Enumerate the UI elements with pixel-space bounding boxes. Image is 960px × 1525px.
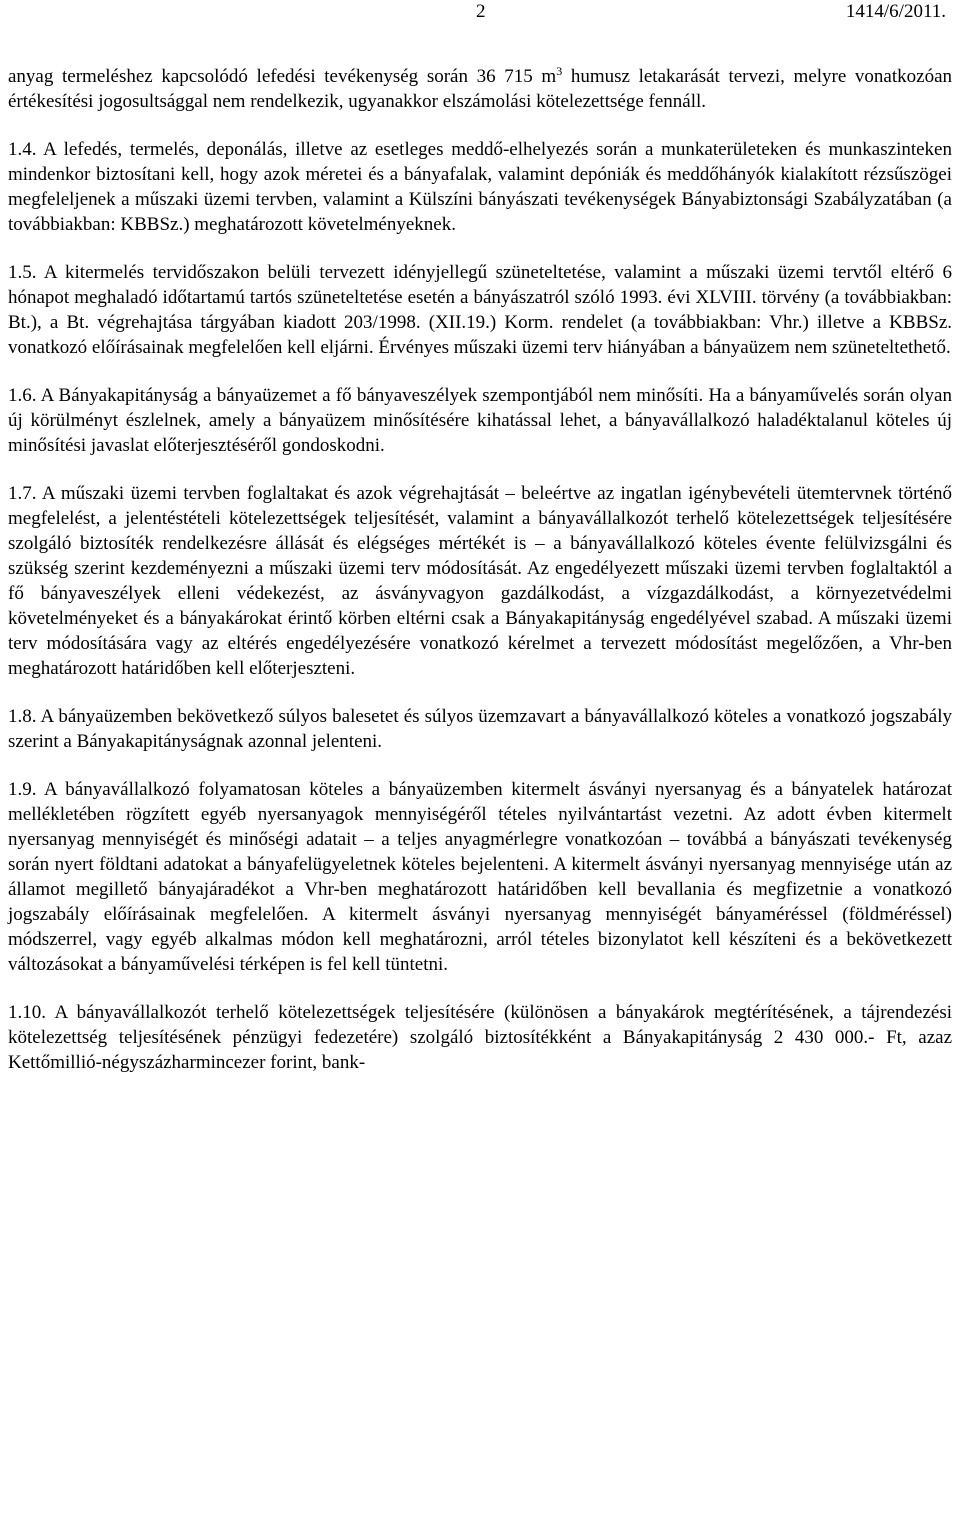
paragraph-1-8: 1.8. A bányaüzemben bekövetkező súlyos balesetet és súlyos üzemzavart a bányavállalkozó köteles a vonatkozó jogszabály szerint a Bányakapitányságnak azonnal jelenteni. bbox=[8, 706, 952, 752]
paragraph-1-5: 1.5. A kitermelés tervidőszakon belüli tervezett idényjellegű szüneteltetése, valamint a műszaki üzemi tervtől eltérő 6 hónapot meghaladó időtartamú tartós szüneteltetése esetén a bányászatról szóló 1993. évi XLVIII. törvény (a továbbiakban: Bt.), a Bt. végrehajtása tárgyában kiadott 203/1998. (XII.19.) Korm. rendelet (a továbbiakban: Vhr.) illetve a KBBSz. vonatkozó előírásainak megfelelően kell eljárni. Érvényes műszaki üzemi terv hiányában a bányaüzem nem szüneteltethető. bbox=[8, 262, 952, 358]
intro-paragraph bbox=[8, 64, 952, 114]
page-header bbox=[0, 0, 960, 24]
superscript: 3 bbox=[556, 64, 563, 78]
page-number: 2 bbox=[476, 1, 486, 22]
document-body bbox=[8, 64, 952, 1075]
paragraph-1-7: 1.7. A műszaki üzemi tervben foglaltakat és azok végrehajtását – beleértve az ingatlan igénybevételi ütemtervnek történő megfelelést, a jelentéstételi kötelezettségek teljesítését, valamint a bányavállalkozót terhelő kötelezettségek teljesítésére szolgáló biztosíték rendelkezésre állását és elégséges mértékét is – a bányavállalkozó köteles évente felülvizsgálni és szükség szerint kezdeményezni a műszaki üzemi terv módosítását. Az engedélyezett műszaki üzemi tervben foglaltaktól a fő bányaveszélyek elleni védekezést, az ásványvagyon gazdálkodást, a vízgazdálkodást, a környezetvédelmi követelményeket és a bányakárokat érintő körben eltérni csak a Bányakapitányság engedélyével szabad. A műszaki üzemi terv módosítására vagy az eltérés engedélyezésére vonatkozó kérelmet a tervezett módosítást megelőzően, a Vhr-ben meghatározott határidőben kell előterjeszteni. bbox=[8, 483, 952, 679]
paragraph-1-4: 1.4. A lefedés, termelés, deponálás, illetve az esetleges meddő-elhelyezés során a munkaterületeken és munkaszinteken mindenkor biztosítani kell, hogy azok méretei és a bányafalak, valamint depóniák és meddőhányók kialakított rézsűszögei megfeleljenek a műszaki üzemi tervben, valamint a Külszíni bányászati tevékenységek Bányabiztonsági Szabályzatában (a továbbiakban: KBBSz.) meghatározott követelményeknek. bbox=[8, 139, 952, 235]
paragraph-1-10: 1.10. A bányavállalkozót terhelő kötelezettségek teljesítésére (különösen a bányakárok megtérítésének, a tájrendezési kötelezettség teljesítésének pénzügyi fedezetére) szolgáló biztosítékként a Bányakapitányság 2 430 000.- Ft, azaz Kettőmillió-négyszázharmincezer forint, bank- bbox=[8, 1002, 952, 1073]
paragraph-1-6: 1.6. A Bányakapitányság a bányaüzemet a fő bányaveszélyek szempontjából nem minősíti. Ha a bányaművelés során olyan új körülményt észlelnek, amely a bányaüzem minősítésére kihatással lehet, a bányavállalkozó haladéktalanul köteles új minősítési javaslat előterjesztéséről gondoskodni. bbox=[8, 385, 952, 456]
document-number: 1414/6/2011. bbox=[845, 1, 946, 22]
intro-text-end: humusz letakarását tervezi, melyre vonatkozóan értékesítési jogosultsággal nem rendelkezik, ugyanakkor elszámolási kötelezettsége fennáll. bbox=[8, 66, 953, 112]
intro-text-start: anyag termeléshez kapcsolódó lefedési tevékenység során 36 715 m bbox=[8, 66, 557, 87]
paragraph-1-9: 1.9. A bányavállalkozó folyamatosan köteles a bányaüzemben kitermelt ásványi nyersanyag és a bányatelek határozat mellékletében rögzített egyéb nyersanyagok mennyiségéről tételes nyilvántartást vezetni. Az adott évben kitermelt nyersanyag mennyiségét és minőségi adatait – a teljes anyagmérlegre vonatkozóan – továbbá a bányászati tevékenység során nyert földtani adatokat a bányafelügyeletnek köteles bejelenteni. A kitermelt ásványi nyersanyag mennyisége után az államot megillető bányajáradékot a Vhr-ben meghatározott határidőben kell bevallania és megfizetnie a vonatkozó jogszabály előírásainak megfelelően. A kitermelt ásványi nyersanyag mennyiségét bányaméréssel (földméréssel) módszerrel, vagy egyéb alkalmas módon kell meghatározni, arról tételes bizonylatot kell készíteni és a bekövetkezett változásokat a bányaművelési térképen is fel kell tüntetni. bbox=[8, 779, 952, 975]
